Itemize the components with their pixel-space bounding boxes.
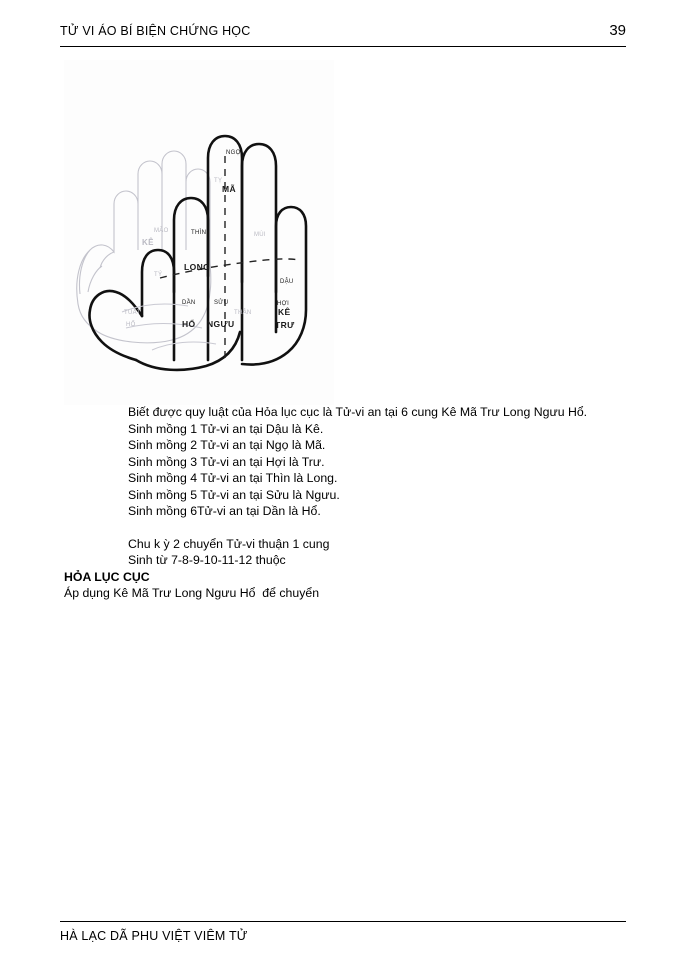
text-line: Sinh từ 7-8-9-10-11-12 thuộc	[128, 553, 286, 567]
figure-ghost-label-mao: MÃO	[154, 228, 169, 234]
text-line: Sinh mồng 1 Tử-vi an tại Dậu là Kê.	[128, 421, 324, 436]
figure-label-ngo: NGỌ	[226, 150, 241, 156]
figure-label-hoi: HỢI	[277, 301, 290, 307]
figure-label-dau: DẬU	[280, 279, 294, 285]
section-heading: HỎA LỤC CỤC	[64, 569, 150, 584]
body-text	[64, 404, 630, 602]
figure-ghost-label-mui: MÙI	[254, 232, 266, 238]
text-line: Sinh mồng 6Tử-vi an tại Dần là Hổ.	[128, 504, 321, 518]
figure-ghost-label-ho: HỔ	[126, 322, 136, 328]
figure-ghost-label-ty2: TÝ	[154, 272, 163, 278]
text-line: Áp dụng Kê Mã Trư Long Ngưu Hổ để chuyển	[64, 586, 320, 600]
figure-ghost-label-ty: TỴ	[214, 178, 223, 184]
header-divider	[60, 46, 626, 47]
page-number: 39	[609, 22, 626, 39]
figure-label-ho: HỔ	[182, 319, 196, 329]
main-hand-outline	[90, 136, 307, 370]
text-line: Chu k ỳ 2 chuyển Tử-vi thuận 1 cung	[128, 536, 330, 551]
figure-label-thin: THÌN	[191, 230, 207, 236]
hand-palmistry-figure	[64, 60, 334, 405]
figure-label-long: LONG	[184, 262, 211, 272]
footer-text: HÀ LẠC DÃ PHU VIỆT VIÊM TỬ	[60, 929, 248, 943]
figure-label-dan: DẦN	[182, 300, 196, 306]
paragraph-spacer	[64, 520, 630, 536]
footer-divider	[60, 921, 626, 922]
figure-ghost-label-tuat: TUẤT	[124, 310, 141, 316]
figure-label-tru: TRƯ	[275, 320, 295, 330]
figure-ghost-label-ke: KÊ	[142, 238, 154, 247]
figure-label-nguu: NGƯU	[207, 319, 235, 329]
text-line: Sinh mồng 2 Tử-vi an tại Ngọ là Mã.	[128, 438, 326, 452]
text-line: Sinh mồng 5 Tử-vi an tại Sửu là Ngưu.	[128, 487, 340, 502]
text-line: Biết được quy luật của Hỏa lục cục là Tử-vi an tại 6 cung Kê Mã Trư Long Ngưu Hổ.	[128, 405, 588, 419]
figure-ghost-label-than: THÂN	[234, 310, 252, 316]
figure-label-ma: MÃ	[222, 184, 237, 194]
header-title: TỬ VI ÁO BÍ BIỆN CHỨNG HỌC	[60, 24, 251, 38]
figure-label-suu: SỬU	[214, 300, 229, 306]
page-header	[60, 22, 626, 39]
text-line: Sinh mồng 3 Tử-vi an tại Hợi là Trư.	[128, 454, 325, 469]
text-line: Sinh mồng 4 Tử-vi an tại Thìn là Long.	[128, 471, 338, 485]
figure-label-ke: KÊ	[278, 307, 291, 317]
